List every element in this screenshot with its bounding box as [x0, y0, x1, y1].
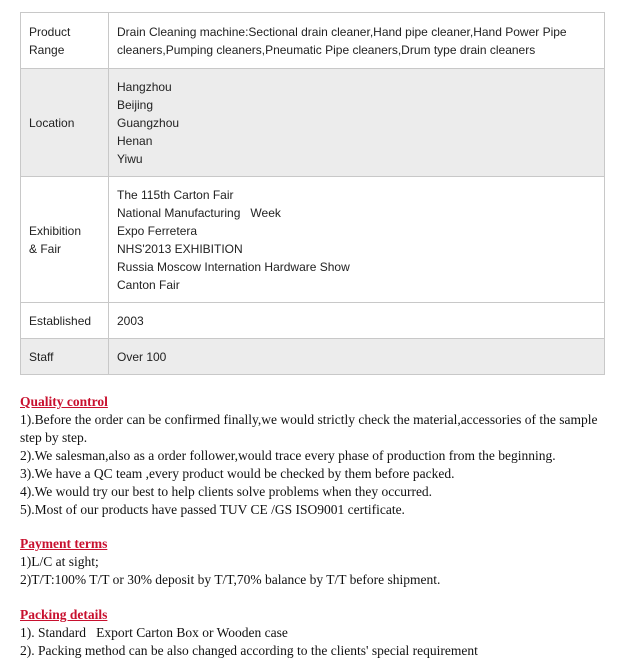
- payment-terms-heading: Payment terms: [20, 536, 108, 551]
- table-row-product-range: [21, 13, 605, 69]
- value-line: National Manufacturing Week: [117, 205, 281, 220]
- row-value: [109, 177, 605, 303]
- row-value: [109, 303, 605, 339]
- row-value: [109, 339, 605, 375]
- row-label: Established: [21, 303, 109, 339]
- value-line: The 115th Carton Fair: [117, 187, 234, 202]
- value-line: Guangzhou: [117, 115, 180, 130]
- value-line: Beijing: [117, 97, 154, 112]
- row-value: [109, 13, 605, 69]
- value-line: Russia Moscow Internation Hardware Show: [117, 259, 350, 274]
- company-info-table: [20, 12, 605, 375]
- table-row-staff: [21, 339, 605, 375]
- payment-terms-section: [20, 535, 615, 589]
- packing-details-heading: Packing details: [20, 607, 108, 622]
- value-line: Yiwu: [117, 151, 143, 166]
- packing-line: 2). Packing method can be also changed according to the clients' special requirement: [20, 643, 478, 658]
- quality-control-heading: Quality control: [20, 394, 108, 409]
- table-row-location: [21, 69, 605, 177]
- value-line: NHS'2013 EXHIBITION: [117, 241, 243, 256]
- row-label: Location: [21, 69, 109, 177]
- packing-details-section: [20, 606, 615, 660]
- quality-line: 5).Most of our products have passed TUV CE /GS ISO9001 certificate.: [20, 502, 405, 517]
- quality-control-section: [20, 393, 615, 519]
- row-value: [109, 69, 605, 177]
- quality-line: 2).We salesman,also as a order follower,would trace every phase of production from the beginning.: [20, 448, 556, 463]
- value-line: 2003: [117, 313, 144, 328]
- quality-line: 1).Before the order can be confirmed finally,we would strictly check the material,accessories of the sample step by step.: [20, 412, 598, 445]
- row-label: Exhibition & Fair: [21, 177, 109, 303]
- table-row-established: [21, 303, 605, 339]
- value-line: Over 100: [117, 349, 167, 364]
- value-line: Drain Cleaning machine:Sectional drain cleaner,Hand pipe cleaner,Hand Power Pipe cleaners,Pumping cleaners,Pneumatic Pipe cleaners,Drum type drain cleaners: [117, 24, 567, 57]
- value-line: Canton Fair: [117, 277, 180, 292]
- value-line: Hangzhou: [117, 79, 172, 94]
- row-label: Staff: [21, 339, 109, 375]
- quality-line: 4).We would try our best to help clients solve problems when they occurred.: [20, 484, 433, 499]
- row-label: Product Range: [21, 13, 109, 69]
- table-row-exhibition: [21, 177, 605, 303]
- value-line: Henan: [117, 133, 153, 148]
- payment-line: 2)T/T:100% T/T or 30% deposit by T/T,70% balance by T/T before shipment.: [20, 572, 441, 587]
- value-line: Expo Ferretera: [117, 223, 198, 238]
- packing-line: 1). Standard Export Carton Box or Wooden case: [20, 625, 288, 640]
- quality-line: 3).We have a QC team ,every product would be checked by them before packed.: [20, 466, 455, 481]
- payment-line: 1)L/C at sight;: [20, 554, 99, 569]
